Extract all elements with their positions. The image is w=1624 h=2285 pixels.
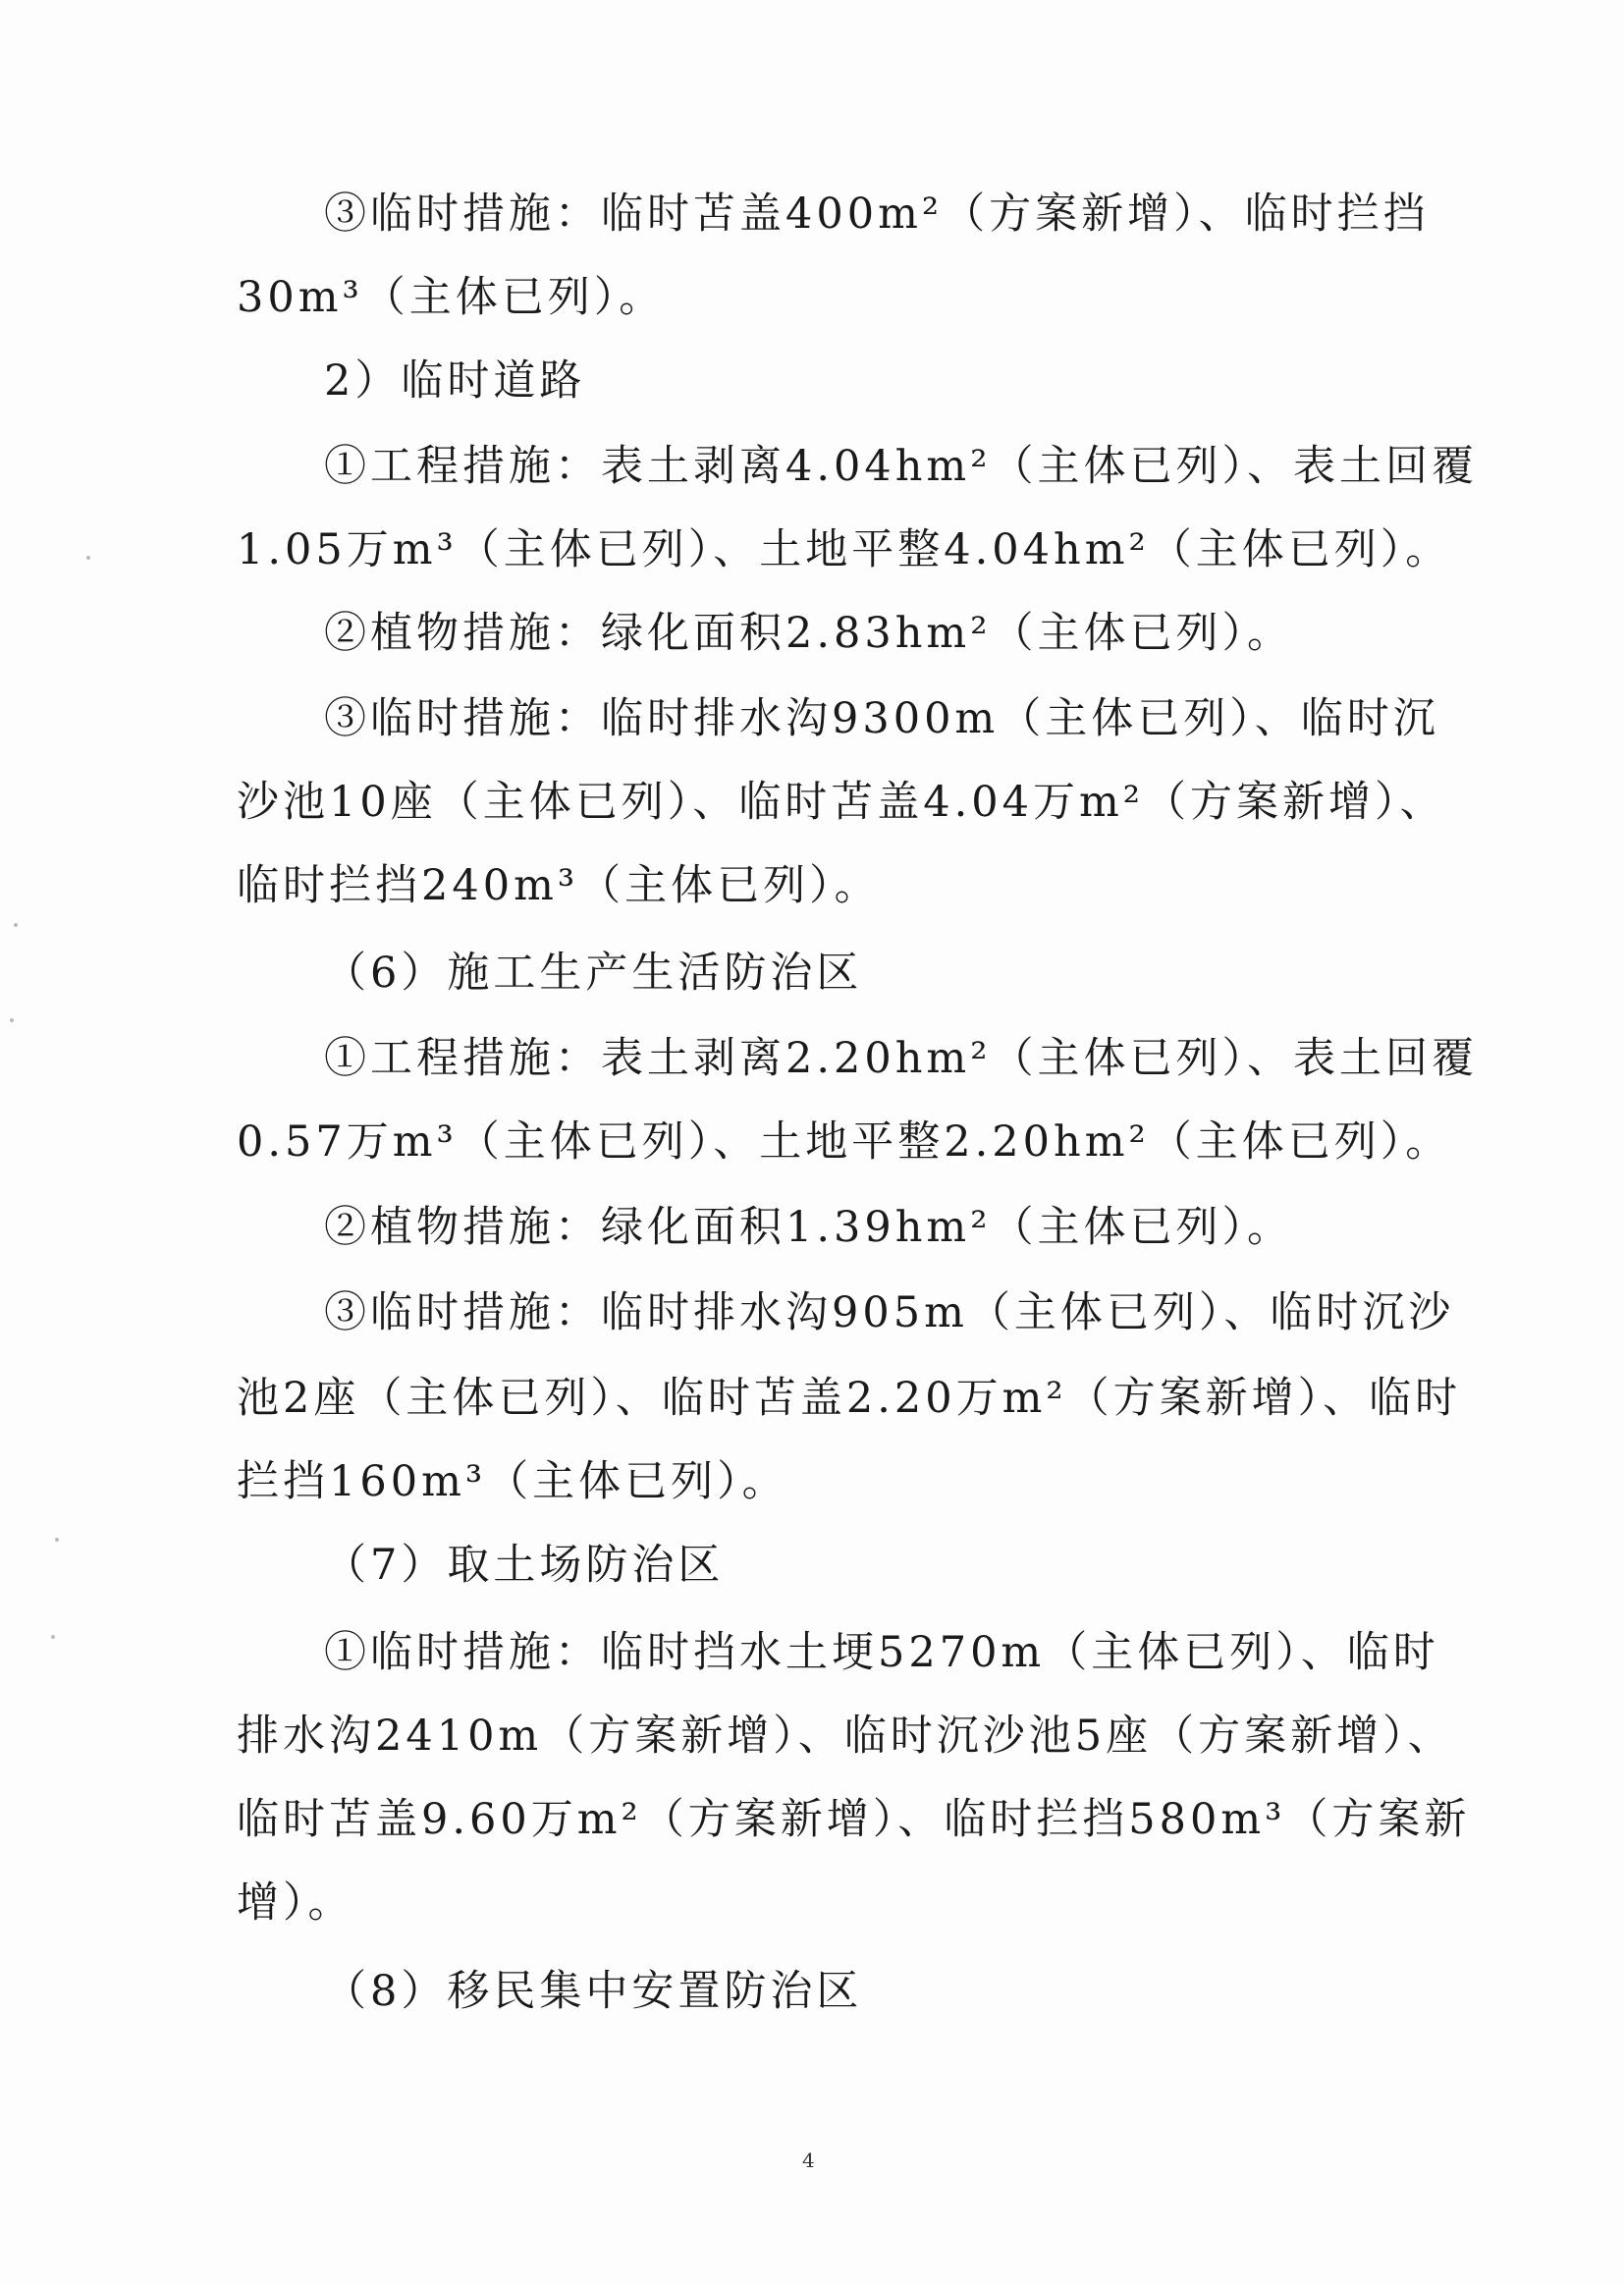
paragraph-line: ③临时措施：临时排水沟905m（主体已列）、临时沉沙 [324, 1288, 1455, 1337]
paragraph-line: ③临时措施：临时苫盖400m²（方案新增）、临时拦挡 [324, 190, 1430, 239]
page-number: 4 [802, 2149, 815, 2172]
paragraph-line: 排水沟2410m（方案新增）、临时沉沙池5座（方案新增）、 [237, 1712, 1454, 1761]
paragraph-line: 1.05万m³（主体已列）、土地平整4.04hm²（主体已列）。 [237, 525, 1452, 574]
section-heading: 2）临时道路 [324, 356, 586, 406]
paragraph-line: 30m³（主体已列）。 [237, 273, 666, 322]
scan-speck [86, 556, 90, 560]
paragraph-line: 沙池10座（主体已列）、临时苫盖4.04万m²（方案新增）、 [237, 778, 1446, 827]
scan-speck [14, 923, 18, 927]
paragraph-line: ②植物措施：绿化面积2.83hm²（主体已列）。 [324, 609, 1293, 658]
scan-speck [10, 1018, 14, 1022]
paragraph-line: 临时苫盖9.60万m²（方案新增）、临时拦挡580m³（方案新 [237, 1795, 1471, 1844]
paragraph-line: ②植物措施：绿化面积1.39hm²（主体已列）。 [324, 1203, 1293, 1252]
paragraph-line: ①工程措施：表土剥离4.04hm²（主体已列）、表土回覆 [324, 442, 1478, 491]
section-heading: （6）施工生产生活防治区 [324, 949, 863, 998]
paragraph-line: ①工程措施：表土剥离2.20hm²（主体已列）、表土回覆 [324, 1034, 1478, 1083]
section-heading: （8）移民集中安置防治区 [324, 1967, 863, 2016]
paragraph-line: 0.57万m³（主体已列）、土地平整2.20hm²（主体已列）。 [237, 1117, 1452, 1167]
section-heading: （7）取土场防治区 [324, 1541, 725, 1590]
scan-speck [51, 1635, 55, 1639]
paragraph-line: 临时拦挡240m³（主体已列）。 [237, 861, 881, 910]
paragraph-line: ③临时措施：临时排水沟9300m（主体已列）、临时沉 [324, 694, 1439, 743]
paragraph-line: 池2座（主体已列）、临时苫盖2.20万m²（方案新增）、临时 [237, 1374, 1462, 1423]
paragraph-line: ①临时措施：临时挡水土埂5270m（主体已列）、临时 [324, 1628, 1439, 1677]
scan-speck [55, 1538, 59, 1542]
paragraph-line: 增）。 [237, 1878, 354, 1928]
paragraph-line: 拦挡160m³（主体已列）。 [237, 1457, 788, 1506]
